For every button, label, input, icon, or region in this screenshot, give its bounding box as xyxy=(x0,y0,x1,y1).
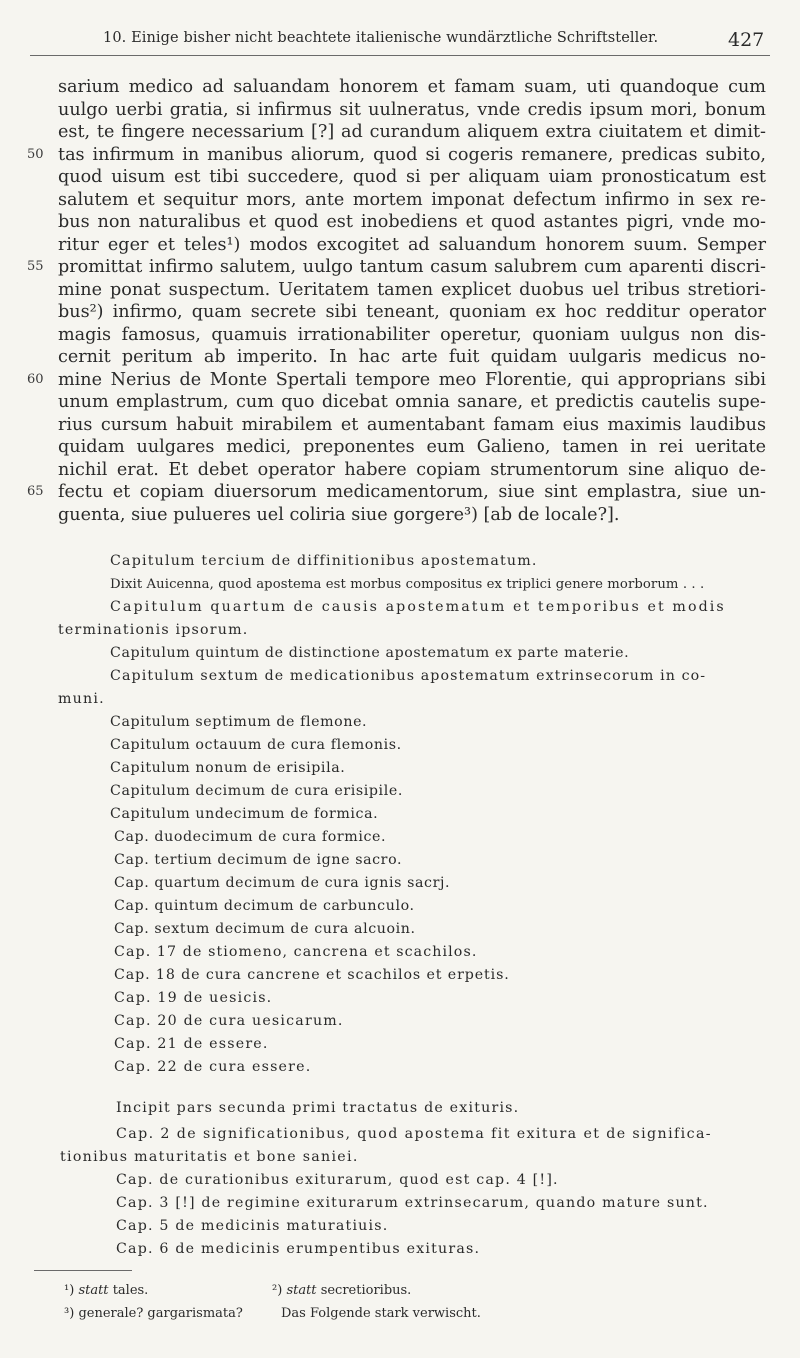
text-line: sarium medico ad saluandam honorem et famam suam, uti quandoque cum xyxy=(58,77,766,97)
chapter-entry: Cap. de curationibus exiturarum, quod est cap. 4 [!]. xyxy=(116,1172,559,1188)
text-line: ritur eger et teles¹) modos excogitet ad saluandum honorem suum. Semper xyxy=(58,234,766,255)
text-line: cernit peritum ab imperito. In hac arte fuit quidam uulgaris medicus no- xyxy=(58,347,766,367)
line-number: 60 xyxy=(27,371,44,387)
text-line: mine ponat suspectum. Ueritatem tamen explicet duobus uel tribus stretiori- xyxy=(58,279,766,300)
text-line: bus²) infirmo, quam secrete sibi teneant, quoniam ex hoc redditur operator xyxy=(58,302,766,322)
line-number: 50 xyxy=(27,146,44,162)
chapter-entry: Cap. 6 de medicinis erumpentibus exituras. xyxy=(116,1241,481,1257)
chapter-entry: Cap. sextum decimum de cura alcuoin. xyxy=(114,921,416,937)
chapter-entry: Cap. quintum decimum de carbunculo. xyxy=(114,898,415,914)
chapter-entry: Capitulum quintum de distinctione apostematum ex parte materie. xyxy=(110,645,630,661)
running-title: 10. Einige bisher nicht beachtete italienische wundärztliche Schriftsteller. xyxy=(103,30,659,46)
chapter-entry: tionibus maturitatis et bone saniei. xyxy=(60,1149,359,1165)
chapter-entry: Cap. quartum decimum de cura ignis sacrj. xyxy=(114,875,451,891)
part-heading: Incipit pars secunda primi tractatus de exituris. xyxy=(116,1100,520,1116)
chapter-entry: Cap. duodecimum de cura formice. xyxy=(114,829,387,845)
footnote-3-note: Das Folgende stark verwischt. xyxy=(281,1306,481,1321)
chapter-entry: Capitulum sextum de medicationibus apostematum extrinsecorum in co- xyxy=(110,668,707,684)
footnote-text: tales. xyxy=(112,1283,149,1298)
text-line: bus non naturalibus et quod est inobediens et quod astantes pigri, vnde mo- xyxy=(58,212,766,232)
footnote-text: generale? gargarismata? xyxy=(78,1306,243,1321)
chapter-entry: terminationis ipsorum. xyxy=(58,622,249,638)
text-line: mine Nerius de Monte Spertali tempore meo Florentie, qui approprians sibi xyxy=(58,369,766,390)
footnote-italic: statt xyxy=(286,1283,317,1298)
chapter-entry: muni. xyxy=(58,691,105,707)
chapter-entry: Cap. 21 de essere. xyxy=(114,1036,269,1052)
text-line: nichil erat. Et debet operator habere copiam strumentorum sine aliquo de- xyxy=(58,459,766,480)
chapter-entry: Capitulum nonum de erisipila. xyxy=(110,760,346,776)
footnote-text: secretioribus. xyxy=(320,1283,412,1298)
header-rule xyxy=(30,55,770,56)
footnote-italic: statt xyxy=(78,1283,109,1298)
text-line: salutem et sequitur mors, ante mortem imponat defectum infirmo in sex re- xyxy=(58,189,766,210)
text-line: uulgo uerbi gratia, si infirmus sit uulneratus, vnde credis ipsum mori, bonum xyxy=(58,99,766,120)
footnote-mark: ³) xyxy=(64,1306,75,1321)
line-number: 55 xyxy=(27,259,44,274)
chapter-entry: Cap. 22 de cura essere. xyxy=(114,1059,312,1075)
footnote-3 xyxy=(64,1305,243,1323)
footnote-mark: ¹) xyxy=(64,1283,75,1298)
chapter-entry: Dixit Auicenna, quod apostema est morbus compositus ex triplici genere morborum . . . xyxy=(110,577,705,592)
chapter-entry: Cap. 20 de cura uesicarum. xyxy=(114,1013,344,1029)
footnote-2 xyxy=(272,1282,411,1300)
text-line: quidam uulgares medici, preponentes eum Galieno, tamen in rei ueritate xyxy=(58,437,766,457)
text-line: magis famosus, quamuis irrationabiliter operetur, quoniam uulgus non dis- xyxy=(58,324,766,345)
chapter-entry: Cap. 2 de significationibus, quod apostema fit exitura et de significa- xyxy=(116,1126,712,1142)
chapter-entry: Capitulum tercium de diffinitionibus apostematum. xyxy=(110,553,538,569)
text-line: unum emplastrum, cum quo dicebat omnia sanare, et predictis cautelis supe- xyxy=(58,392,766,412)
text-line: tas infirmum in manibus aliorum, quod si cogeris remanere, predicas subito, xyxy=(58,144,766,165)
chapter-entry: Capitulum quartum de causis apostematum et temporibus et modis xyxy=(110,599,726,615)
chapter-entry: Cap. 17 de stiomeno, cancrena et scachilos. xyxy=(114,944,478,960)
line-number: 65 xyxy=(27,484,44,499)
chapter-entry: Capitulum septimum de flemone. xyxy=(110,714,368,730)
text-line: est, te fingere necessarium [?] ad curandum aliquem extra ciuitatem et dimit- xyxy=(58,122,766,142)
chapter-entry: Cap. 5 de medicinis maturatiuis. xyxy=(116,1218,389,1234)
chapter-entry: Capitulum undecimum de formica. xyxy=(110,806,379,822)
chapter-entry: Capitulum decimum de cura erisipile. xyxy=(110,783,403,799)
page-number: 427 xyxy=(728,29,765,51)
chapter-entry: Cap. tertium decimum de igne sacro. xyxy=(114,852,403,868)
text-line: rius cursum habuit mirabilem et aumentabant famam eius maximis laudibus xyxy=(58,414,766,435)
chapter-entry: Cap. 3 [!] de regimine exiturarum extrinsecarum, quando mature sunt. xyxy=(116,1195,709,1211)
text-line: promittat infirmo salutem, uulgo tantum casum salubrem cum aparenti discri- xyxy=(58,257,766,277)
footnote-1 xyxy=(64,1282,148,1300)
text-line: guenta, siue pulueres uel coliria siue gorgere³) [ab de locale?]. xyxy=(58,504,620,525)
chapter-entry: Cap. 18 de cura cancrene et scachilos et erpetis. xyxy=(114,967,510,983)
chapter-entry: Cap. 19 de uesicis. xyxy=(114,990,273,1006)
running-header xyxy=(0,0,800,60)
chapter-entry: Capitulum octauum de cura flemonis. xyxy=(110,737,402,753)
footnote-rule xyxy=(34,1270,132,1271)
footnote-mark: ²) xyxy=(272,1283,283,1298)
text-line: quod uisum est tibi succedere, quod si per aliquam uiam pronosticatum est xyxy=(58,167,766,187)
text-line: fectu et copiam diuersorum medicamentorum, siue sint emplastra, siue un- xyxy=(58,482,766,502)
